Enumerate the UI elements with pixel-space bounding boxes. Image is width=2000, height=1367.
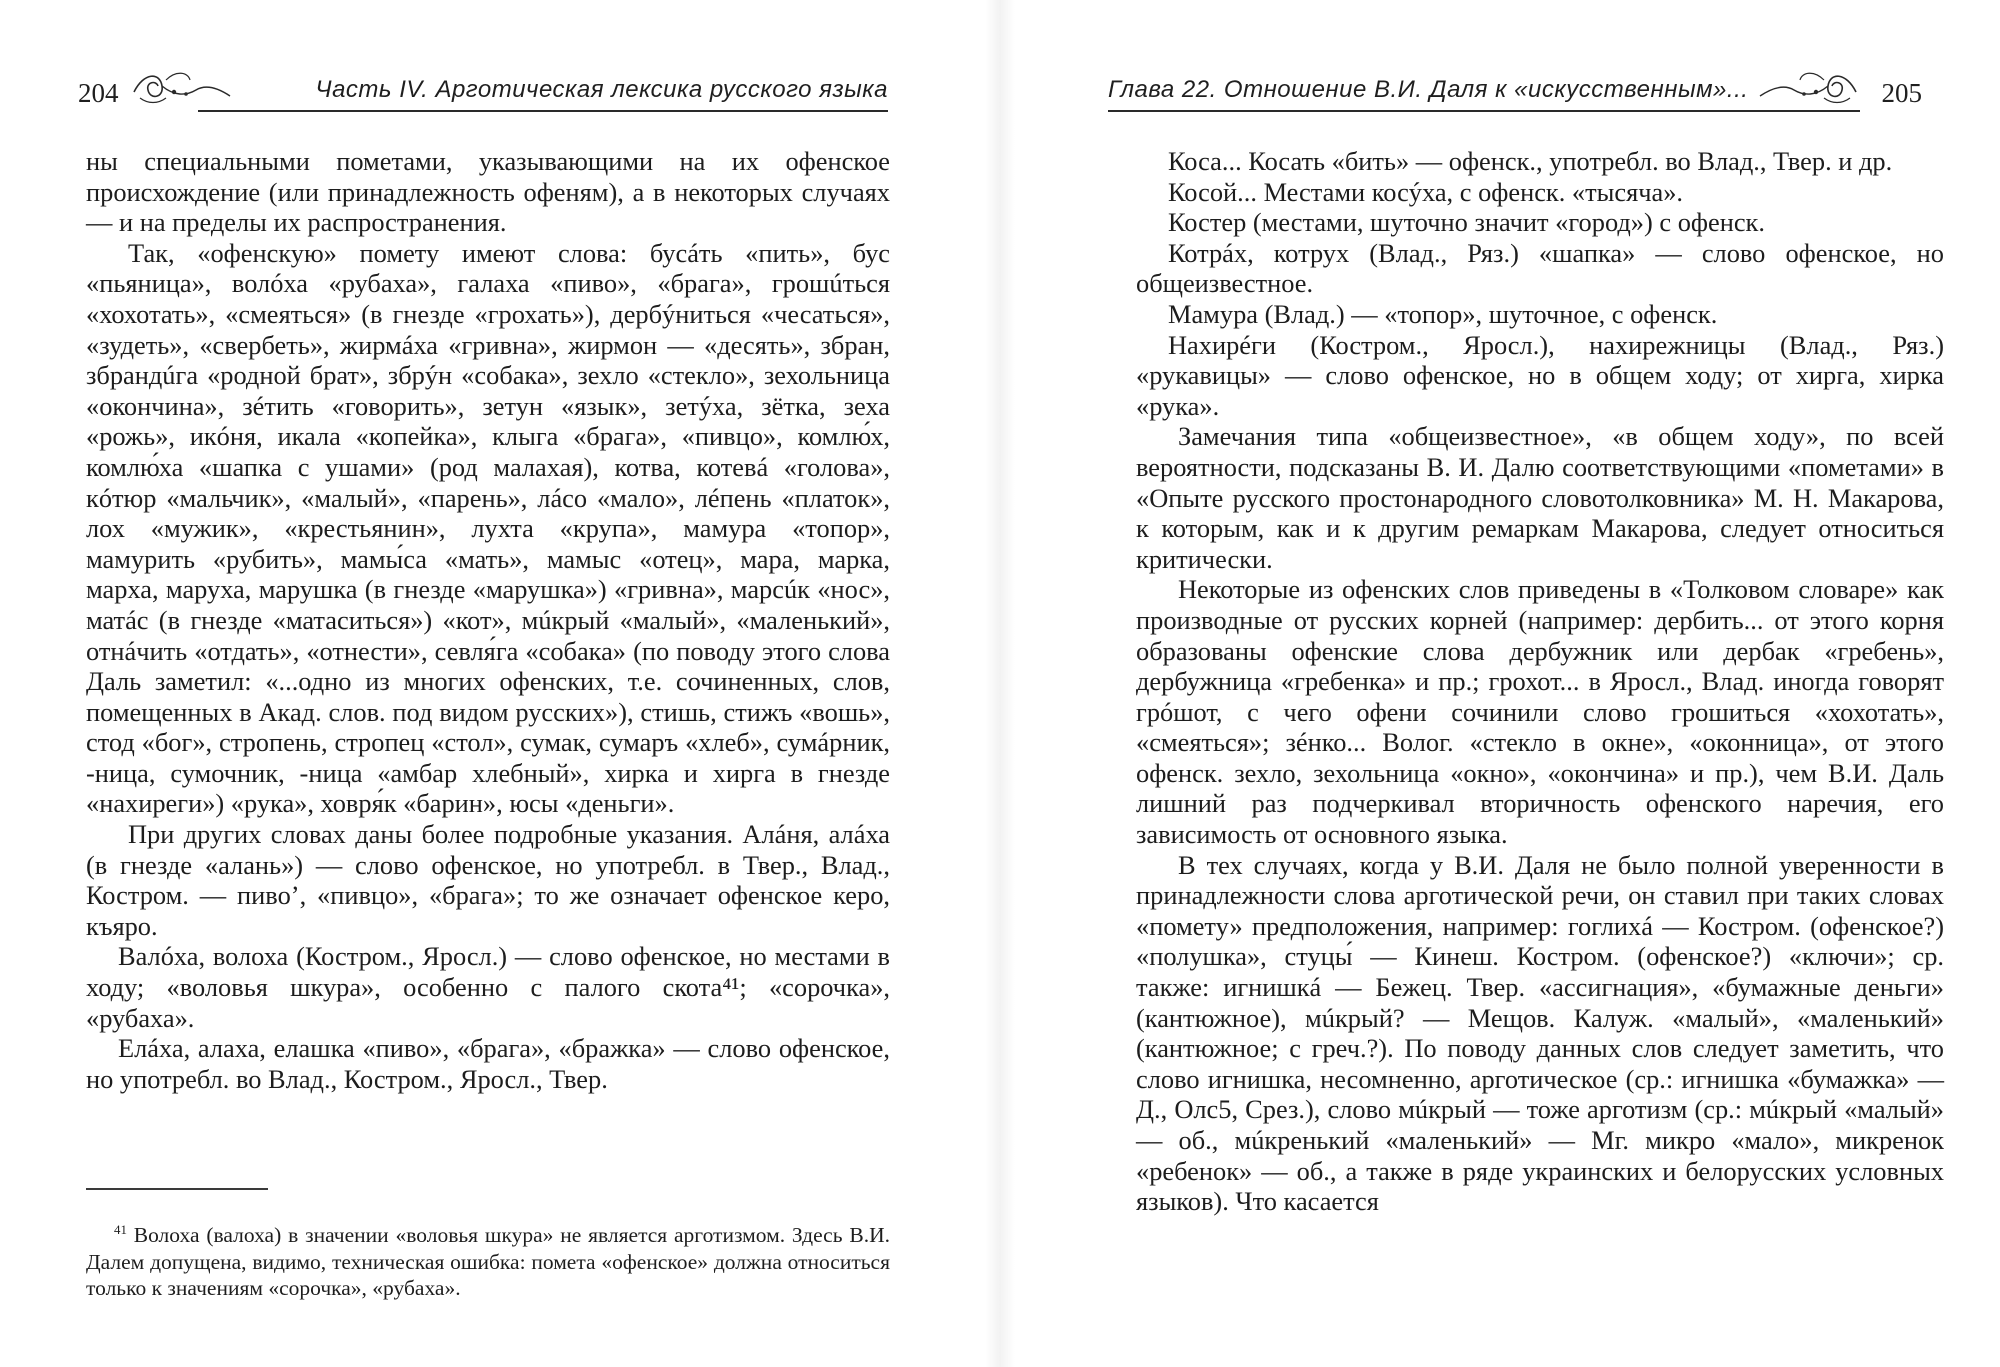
paragraph: Коса... Косать «бить» — офенск., употребл. во Влад., Твер. и др.: [1168, 146, 1893, 176]
paragraph: ны специальными пометами, указывающими на их офенское происхождение (или принадлежность офеням), а в некоторых случаях — и на пределы их распространения.: [86, 146, 890, 238]
footnote-text: Волоха (валоха) в значении «воловья шкура» не является арготизмом. Здесь В.И. Далем допущена, видимо, техническая ошибка: помета «офенское» должна относиться только к значениям «сорочка», «рубаха».: [86, 1223, 890, 1301]
paragraph: Валóха, волоха (Костром., Яросл.) — слово офенское, но местами в ходу; «воловья шкура», особенно с палого скота⁴¹; «сорочка», «рубаха».: [86, 941, 890, 1033]
running-title-left: Часть IV. Арготическая лексика русского языка: [315, 76, 888, 103]
footnote-rule: [86, 1188, 268, 1190]
paragraph: Мамура (Влад.) — «топор», шуточное, с офенск.: [1168, 298, 1718, 329]
page-number-right: 205: [1881, 78, 1922, 108]
flourish-ornament-icon: [126, 62, 236, 108]
paragraph: Нахирéги (Костром., Яросл.), нахирежницы (Влад., Ряз.) «рукавицы» — слово офенское, но в общем ходу; от хирга, хирка «рука».: [1136, 329, 1944, 421]
flourish-ornament-icon: [1754, 62, 1864, 108]
running-title-right: Глава 22. Отношение В.И. Даля к «искусственным»...: [1108, 76, 1749, 103]
header-rule-right: [1108, 110, 1860, 112]
right-page-header: [1108, 62, 1922, 114]
page-number-left: 204: [78, 78, 119, 108]
paragraph: Котрáх, котрух (Влад., Ряз.) «шапка» — слово офенское, но общеизвестное.: [1136, 237, 1944, 299]
left-page-body: [86, 146, 890, 1094]
paragraph: Замечания типа «общеизвестное», «в общем ходу», по всей вероятности, подсказаны В. И. Далю соответствующими «пометами» в «Опыте русского простонародного словотолковника» М. Н. Макарова, к которым, как и к другим ремаркам Макарова, следует относиться критически.: [1136, 421, 1944, 574]
paragraph: Некоторые из офенских слов приведены в «Толковом словаре» как производные от русских корней (например: дербить... от этого корня образованы офенские слова дербужник или дербак «гребень», дербужница «гребенка» и пр.; грохот... в Яросл., Влад. иногда говорят грóшот, с чего офени сочинили слово грошиться «хохотать», «смеяться»; зéнко... Волог. «стекло в окне», «оконница», от этого офенск. зехло, зехольница «окно», «окончина» и пр.), чем В.И. Даль лишний раз подчеркивал вторичность офенского наречия, его зависимость от основного языка.: [1136, 574, 1944, 850]
paragraph: Елáха, алаха, елашка «пиво», «брага», «бражка» — слово офенское, но употребл. во Влад., Костром., Яросл., Твер.: [86, 1033, 890, 1094]
paragraph: Костер (местами, шуточно значит «город») с офенск.: [1168, 207, 1765, 238]
paragraph: При других словах даны более подробные указания. Алáня, алáха (в гнезде «алань») — слово офенское, но употребл. в Твер., Влад., Костром. — пиво’, «пивцо», «брага»; то же означает офенское керо, къяро.: [86, 819, 890, 941]
footnote: [86, 1222, 890, 1302]
paragraph: Косой... Местами косýха, с офенск. «тысяча».: [1168, 176, 1684, 207]
paragraph: В тех случаях, когда у В.И. Даля не было полной уверенности в принадлежности слова арготической речи, он ставил при таких словах «помету» предположения, например: гоглихá — Костром. (офенское?) «полушка», стуцы́ — Кинеш. Костром. (офенское?) «ключи»; ср. также: игнишкá — Бежец. Твер. «ассигнация», «бумажные деньги» (кантюжное), мúкрый? — Мещов. Калуж. «малый», «маленький» (кантюжное; с греч.?). По поводу данных слов следует заметить, что слово игнишка, несомненно, арготическое (ср.: игнишка «бумажка» —Д., Олс5, Срез.), слово мúкрый — тоже арготизм (ср.: мúкрый «малый» — об., мúкренький «маленький» — Мг. микро «мало», микренок «ребенок» — об., а также в ряде украинских и белорусских условных языков). Что касается: [1136, 849, 1944, 1217]
footnote-number: 41: [114, 1222, 127, 1237]
header-rule-left: [198, 110, 888, 112]
left-page-header: [78, 62, 888, 114]
paragraph: Так, «офенскую» помету имеют слова: бусáть «пить», бус «пьяница», волóха «рубаха», галаха «пиво», «брага», грошúться «хохотать», «смеяться» (в гнезде «грохать»), дербýниться «чесаться», «зудеть», «свербеть», жирмáха «гривна», жирмон — «десять», збран, збрандúга «родной брат», збрýн «собака», зехло «стекло», зехольница «окончина», зéтить «говорить», зетун «язык», зетýха, зётка, зеха «рожь», икóня, икала «копейка», клыга «брага», «пивцо», комлю́х, комлю́ха «шапка с ушами» (род малахая), котва, котевá «голова», кóтюр «мальчик», «малый», «парень», лáсо «мало», лéпень «платок», лох «мужик», «крестьянин», лухта «крупа», мамура «топор», мамурить «рубить», мамы́са «мать», мамыс «отец», мара, марка, марха, маруха, марушка (в гнезде «марушка») «гривна», марсúк «нос», матáс (в гнезде «матаситься») «кот», мúкрый «малый», «маленький», отнáчить «отдать», «отнести», севля́га «собака» (по поводу этого слова Даль заметил: «...одно из многих офенских, т.е. сочиненных, слов, помещенных в Акад. слов. под видом русских»), стишь, стижъ «вошь», стод «бог», стропень, стропец «стол», сумак, сумаръ «хлеб», сумáрник, -ница, сумочник, -ница «амбар хлебный», хирка и хирга в гнезде «нахиреги») «рука», ховря́к «барин», юсы «деньги».: [86, 237, 890, 819]
right-page: [1000, 0, 2000, 1367]
right-page-body: [1136, 146, 1944, 1217]
